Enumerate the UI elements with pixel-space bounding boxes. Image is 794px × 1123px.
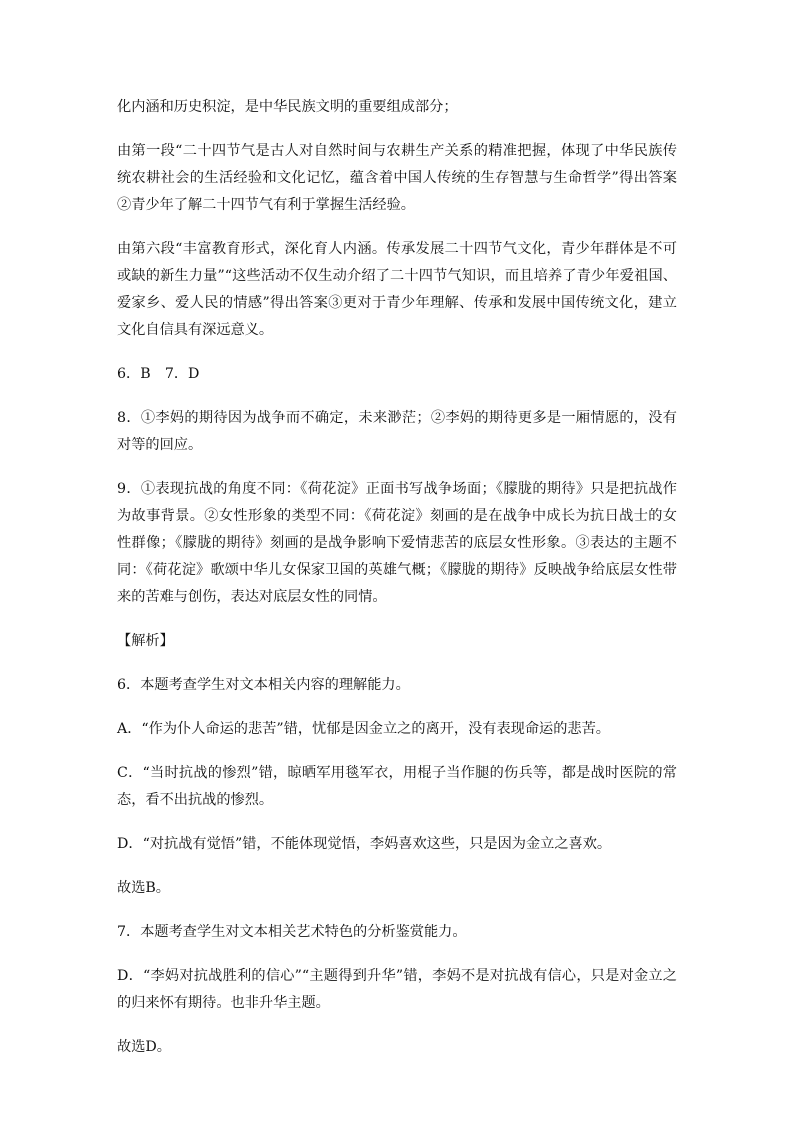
analysis-6-option-d: D．“对抗战有觉悟”错，不能体现觉悟，李妈喜欢这些，只是因为金立之喜欢。	[117, 836, 612, 852]
analysis-6-intro: 6．本题考查学生对文本相关内容的理解能力。	[117, 677, 410, 693]
analysis-7-option-d: D．“李妈对抗战胜利的信心”“主题得到升华”错，李妈不是对抗战有信心，只是对金立之的归来怀有期待。也非升华主题。	[117, 968, 677, 1011]
answer-8: 8．①李妈的期待因为战争而不确定，未来渺茫；②李妈的期待更多是一厢情愿的，没有对等的回应。	[117, 410, 677, 453]
answer-6-7: 6．B 7．D	[117, 366, 200, 382]
paragraph-answer-2: 由第一段“二十四节气是古人对自然时间与农耕生产关系的精准把握，体现了中华民族传统农耕社会的生活经验和文化记忆，蕴含着中国人传统的生存智慧与生命哲学”得出答案②青少年了解二十四节气有利于掌握生活经验。	[117, 143, 677, 213]
paragraph-answer-3: 由第六段“丰富教育形式，深化育人内涵。传承发展二十四节气文化，青少年群体是不可或缺的新生力量”“这些活动不仅生动介绍了二十四节气知识，而且培养了青少年爱祖国、爱家乡、爱人民的情感”得出答案③更对于青少年理解、传承和发展中国传统文化，建立文化自信具有深远意义。	[117, 241, 677, 338]
analysis-6-option-c: C．“当时抗战的惨烈”错，晾晒军用毯军衣，用棍子当作腿的伤兵等，都是战时医院的常态，看不出抗战的惨烈。	[117, 765, 677, 808]
analysis-7-intro: 7．本题考查学生对文本相关艺术特色的分析鉴赏能力。	[117, 924, 467, 940]
analysis-7-conclusion: 故选D。	[117, 1039, 171, 1055]
analysis-heading: 【解析】	[117, 633, 174, 649]
analysis-6-option-a: A．“作为仆人命运的悲苦”错，忧郁是因金立之的离开，没有表现命运的悲苦。	[117, 721, 610, 737]
answer-document	[117, 94, 677, 1078]
answer-9: 9．①表现抗战的角度不同：《荷花淀》正面书写战争场面；《朦胧的期待》只是把抗战作为故事背景。②女性形象的类型不同：《荷花淀》刻画的是在战争中成长为抗日战士的女性群像；《朦胧的期待》刻画的是战争影响下爱情悲苦的底层女性形象。③表达的主题不同：《荷花淀》歌颂中华儿女保家卫国的英雄气概；《朦胧的期待》反映战争给底层女性带来的苦难与创伤，表达对底层女性的同情。	[117, 481, 677, 605]
paragraph-culture-heritage: 化内涵和历史积淀，是中华民族文明的重要组成部分；	[117, 99, 458, 115]
analysis-6-conclusion: 故选B。	[117, 880, 170, 896]
